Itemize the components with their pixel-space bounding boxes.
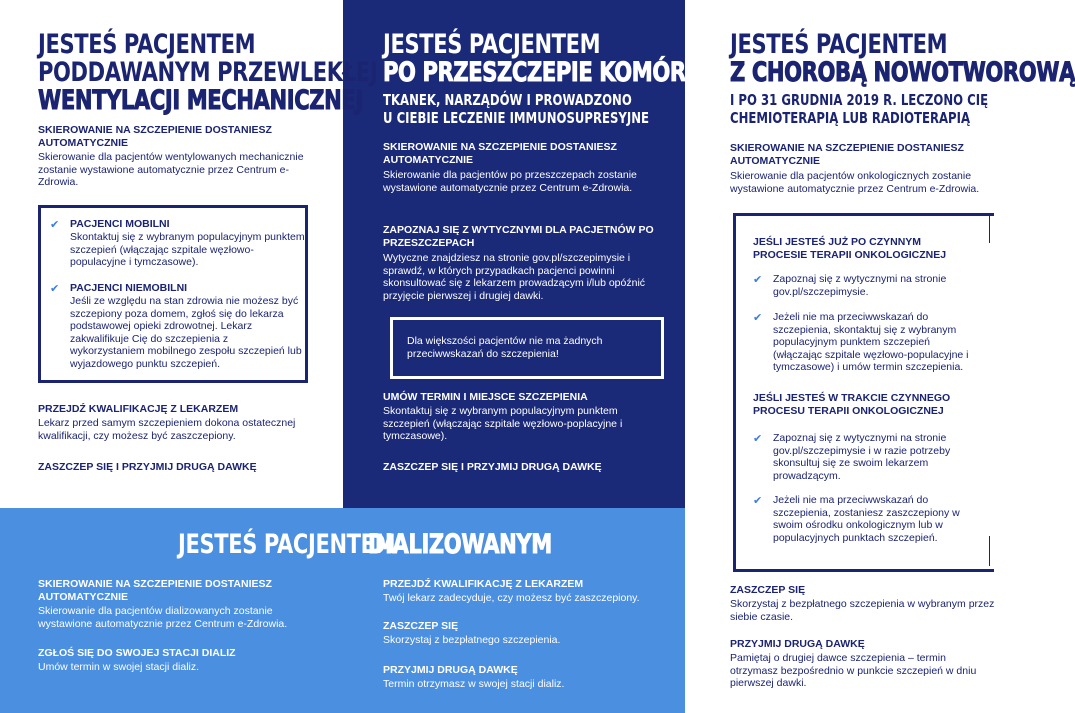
item-text: Jeżeli nie ma przeciwwskazań do szczepienia, zostaniesz zaszczepiony w swoim ośrodku onkologicznym lub w populacyjnych punktach szczepień. — [773, 494, 960, 544]
right-box-item1 — [753, 273, 981, 298]
left-title-line3: WENTYLACJI MECHANICZNEJ — [38, 85, 363, 116]
right-box-heading1: JEŚLI JESTEŚ JUŻ PO CZYNNYM PROCESIE TERAPII ONKOLOGICZNEJ — [753, 236, 947, 261]
left-title-line2: PODDAWANYM PRZEWLEKŁEJ — [38, 57, 378, 88]
right-box-item3 — [753, 432, 981, 482]
item-heading: PACJENCI NIEMOBILNI — [70, 282, 188, 294]
right-box-item2 — [753, 311, 981, 374]
mid-s3-text: Skontaktuj się z wybranym populacyjnym punktem szczepień (włączając szpitale węzłowo-poplacyjne i tymczasowe). — [383, 405, 623, 442]
mid-subtitle-line1: TKANEK, NARZĄDÓW I PROWADZONO — [383, 91, 632, 109]
left-s1-text: Skierowanie dla pacjentów wentylowanych mechanicznie zostanie wystawione automatycznie przez Centrum e-Zdrowia. — [38, 151, 304, 188]
bottom-title-part1: JESTEŚ PACJENTEM — [178, 529, 396, 560]
bottom-s3-text: Twój lekarz zadecyduje, czy możesz być zaszczepiony. — [383, 592, 640, 604]
box-right-edge-bottom — [989, 536, 990, 566]
check-icon: ✔ — [753, 433, 763, 445]
right-s3-heading: PRZYJMIJ DRUGĄ DAWKĘ — [730, 638, 865, 650]
right-s2-heading: ZASZCZEP SIĘ — [730, 584, 806, 596]
item-text: Zapoznaj się z wytycznymi na stronie gov.pl/szczepimysie i w razie potrzeby skonsultuj się ze swoim lekarzem prowadzącym. — [773, 432, 951, 482]
right-title-line2: Z CHOROBĄ NOWOTWOROWĄ — [730, 57, 1075, 88]
mid-s1-heading: SKIEROWANIE NA SZCZEPIENIE DOSTANIESZ AUTOMATYCZNIE — [383, 141, 617, 166]
mid-s1-text: Skierowanie dla pacjentów po przeszczepach zostanie wystawione automatycznie przez Centrum e-Zdrowia. — [383, 169, 637, 194]
item-text: Jeżeli nie ma przeciwwskazań do szczepienia, skontaktuj się z wybranym populacyjnym punktem szczepień (włączając szpitale węzłowo-populacyjne i tymczasowe) i umów termin szczepienia. — [773, 311, 969, 373]
check-icon: ✔ — [753, 274, 763, 286]
bottom-s2-heading: ZGŁOŚ SIĘ DO SWOJEJ STACJI DIALIZ — [38, 647, 236, 659]
left-s2-text: Lekarz przed samym szczepieniem dokona ostatecznej kwalifikacji, czy możesz być zaszczepiony. — [38, 417, 296, 442]
item-heading: PACJENCI MOBILNI — [70, 218, 170, 230]
bottom-s5-text: Termin otrzymasz w swojej stacji dializ. — [383, 678, 565, 690]
box-right-edge-top — [989, 213, 990, 243]
check-icon: ✔ — [753, 495, 763, 507]
bottom-title-part2: DIALIZOWANYM — [368, 529, 552, 560]
item-text: Zapoznaj się z wytycznymi na stronie gov.pl/szczepimysie. — [773, 273, 947, 298]
right-subtitle-line2: CHEMIOTERAPIĄ LUB RADIOTERAPIĄ — [730, 109, 971, 127]
bottom-s2-text: Umów termin w swojej stacji dializ. — [38, 661, 200, 673]
mid-s2-heading: ZAPOZNAJ SIĘ Z WYTYCZNYMI DLA PACJETNÓW PO PRZESZCZEPACH — [383, 224, 654, 249]
item-text: Skontaktuj się z wybranym populacyjnym punktem szczepień (włączając szpitale węzłowo-populacyjne i tymczasowe). — [70, 231, 305, 268]
right-title-line1: JESTEŚ PACJENTEM — [730, 29, 948, 60]
right-s2-text: Skorzystaj z bezpłatnego szczepienia w wybranym przez siebie czasie. — [730, 598, 995, 623]
bottom-s4-text: Skorzystaj z bezpłatnego szczepienia. — [383, 634, 561, 646]
left-title-line1: JESTEŚ PACJENTEM — [38, 29, 256, 60]
left-s3-heading: ZASZCZEP SIĘ I PRZYJMIJ DRUGĄ DAWKĘ — [38, 461, 257, 473]
right-s1-text: Skierowanie dla pacjentów onkologicznych zostanie wystawione automatycznie przez Centrum e-Zdrowia. — [730, 170, 980, 195]
bottom-s3-heading: PRZEJDŹ KWALIFIKACJĘ Z LEKARZEM — [383, 578, 584, 590]
check-icon: ✔ — [50, 219, 60, 231]
right-subtitle-line1: I PO 31 GRUDNIA 2019 R. LECZONO CIĘ — [730, 91, 989, 109]
item-text: Jeśli ze względu na stan zdrowia nie możesz być szczepiony poza domem, zgłoś się do lekarza podstawowej opieki zdrowotnej. Lekarz zakwalifikuje Cię do szczepienia z wykorzystaniem mobilnego zespołu szczepień lub wyjazdowego punktu szczepień. — [70, 295, 302, 370]
mid-info-text: Dla większości pacjentów nie ma żadnych przeciwwskazań do szczepienia! — [407, 335, 603, 360]
mid-s2-text: Wytyczne znajdziesz na stronie gov.pl/szczepimysie i sprawdź, w których przypadkach pacjenci powinni skonsultować się z lekarzem prowadzącym i/lub opóźnić przyjęcie pierwszej i drugiej dawki. — [383, 252, 646, 302]
mid-s3-heading: UMÓW TERMIN I MIEJSCE SZCZEPIENIA — [383, 391, 588, 403]
left-box-item-mobile — [50, 218, 305, 269]
mid-s4-heading: ZASZCZEP SIĘ I PRZYJMIJ DRUGĄ DAWKĘ — [383, 461, 602, 473]
mid-title-line1: JESTEŚ PACJENTEM — [383, 29, 601, 60]
bottom-s4-heading: ZASZCZEP SIĘ — [383, 620, 459, 632]
right-box-heading2: JEŚLI JESTEŚ W TRAKCIE CZYNNEGO PROCESU TERAPII ONKOLOGICZNEJ — [753, 392, 951, 417]
right-s1-heading: SKIEROWANIE NA SZCZEPIENIE DOSTANIESZ AUTOMATYCZNIE — [730, 142, 964, 167]
mid-title-line2: PO PRZESZCZEPIE KOMÓREK, — [383, 57, 724, 88]
mid-subtitle-line2: U CIEBIE LECZENIE IMMUNOSUPRESYJNE — [383, 109, 649, 127]
bottom-s1-heading: SKIEROWANIE NA SZCZEPIENIE DOSTANIESZ AUTOMATYCZNIE — [38, 578, 272, 603]
bottom-s1-text: Skierowanie dla pacjentów dializowanych zostanie wystawione automatycznie przez Centrum e-Zdrowia. — [38, 605, 288, 630]
left-s2-heading: PRZEJDŹ KWALIFIKACJĘ Z LEKARZEM — [38, 403, 239, 415]
left-box-item-immobile — [50, 282, 305, 370]
right-box-item4 — [753, 494, 981, 544]
check-icon: ✔ — [50, 283, 60, 295]
left-s1-heading: SKIEROWANIE NA SZCZEPIENIE DOSTANIESZ AUTOMATYCZNIE — [38, 124, 272, 149]
bottom-s5-heading: PRZYJMIJ DRUGĄ DAWKĘ — [383, 664, 518, 676]
check-icon: ✔ — [753, 312, 763, 324]
right-s3-text: Pamiętaj o drugiej dawce szczepienia – termin otrzymasz bezpośrednio w punkcie szczepień w dniu pierwszej dawki. — [730, 652, 977, 689]
